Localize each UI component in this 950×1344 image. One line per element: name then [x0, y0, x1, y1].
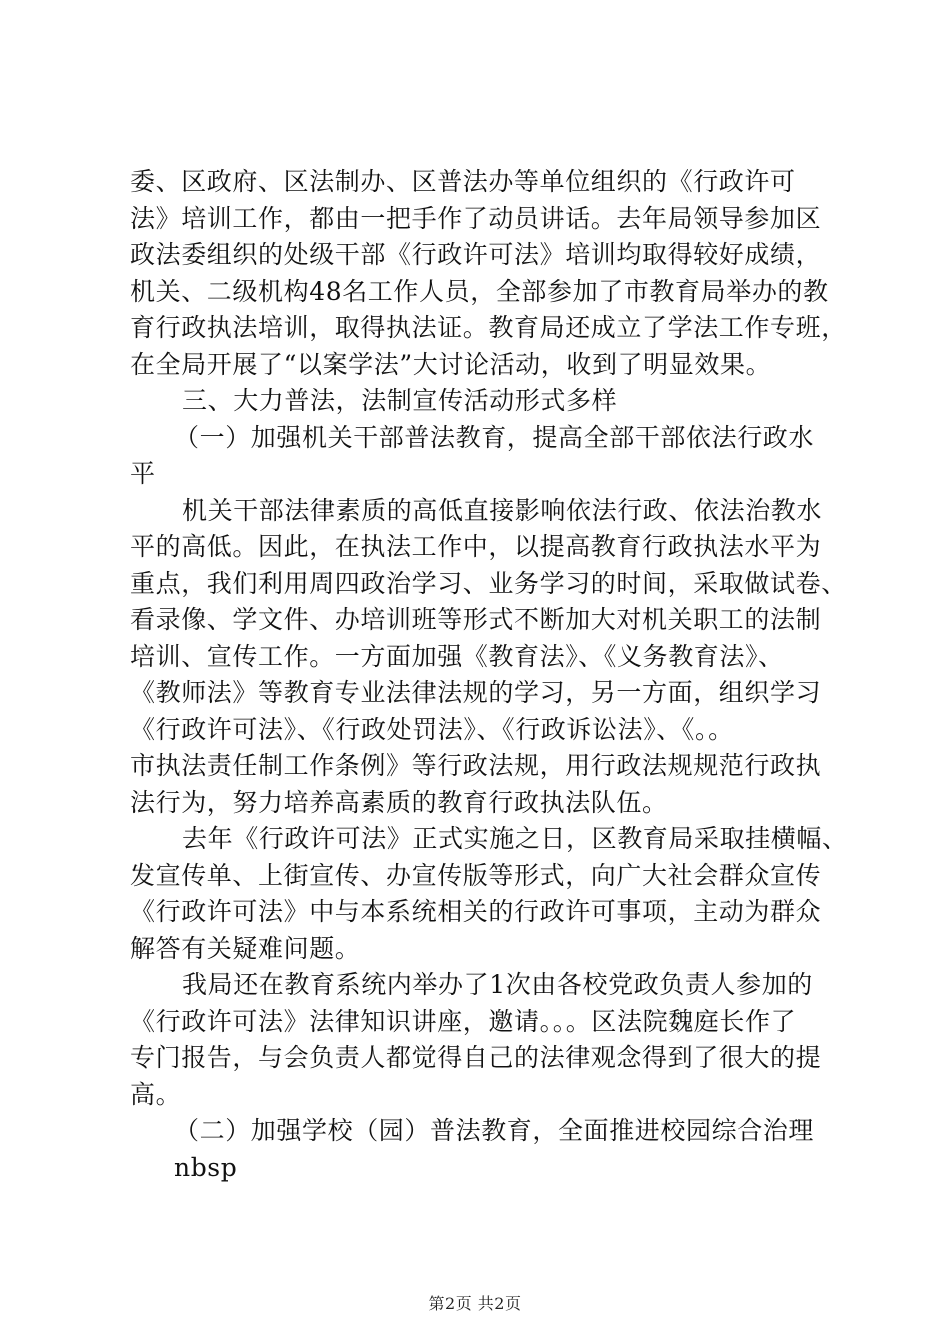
- text-line: 培训、宣传工作。一方面加强《教育法》、《义务教育法》、: [130, 641, 784, 671]
- text-line: 法》培训工作，都由一把手作了动员讲话。去年局领导参加区: [130, 203, 822, 233]
- text-line: 在全局开展了“以案学法”大讨论活动，收到了明显效果。: [130, 349, 772, 379]
- section-heading: 三、大力普法，法制宣传活动形式多样: [182, 386, 618, 415]
- paragraph-start: 我局还在教育系统内举办了1次由各校党政负责人参加的: [182, 970, 813, 999]
- text-line: 平的高低。因此，在执法工作中，以提高教育行政执法水平为: [130, 532, 822, 561]
- text-line: 《行政许可法》、《行政处罚法》、《行政诉讼法》、《。。: [130, 714, 734, 744]
- subsection-heading: （一）加强机关干部普法教育，提高全部干部依法行政水: [174, 422, 815, 452]
- text-line: 看录像、学文件、办培训班等形式不断加大对机关职工的法制: [130, 605, 822, 634]
- text-line: 市执法责任制工作条例》等行政法规，用行政法规规范行政执: [130, 751, 822, 780]
- page-number-footer: 第2页 共2页: [428, 1294, 522, 1313]
- text-line: 《行政许可法》法律知识讲座，邀请。。。区法院魏庭长作了: [130, 1006, 797, 1036]
- text-line: 专门报告，与会负责人都觉得自己的法律观念得到了很大的提: [130, 1043, 822, 1072]
- text-line: 解答有关疑难问题。: [130, 933, 361, 963]
- text-line: 高。: [130, 1079, 182, 1109]
- text-line: 法行为，努力培养高素质的教育行政执法队伍。: [130, 787, 668, 817]
- paragraph-start: 去年《行政许可法》正式实施之日，区教育局采取挂横幅、: [182, 824, 848, 853]
- paragraph-start: 机关干部法律素质的高低直接影响依法行政、依法治教水: [182, 495, 823, 525]
- stray-text: nbsp: [174, 1152, 238, 1182]
- text-line: 平: [130, 459, 156, 488]
- document-body: [130, 164, 848, 1186]
- text-line: 委、区政府、区法制办、区普法办等单位组织的《行政许可: [130, 167, 796, 196]
- text-line: 政法委组织的处级干部《行政许可法》培训均取得较好成绩，: [130, 240, 822, 269]
- text-line: 《行政许可法》中与本系统相关的行政许可事项，主动为群众: [130, 897, 822, 926]
- text-line: 《教师法》等教育专业法律法规的学习，另一方面，组织学习: [130, 678, 822, 707]
- text-line: 发宣传单、上街宣传、办宣传版等形式，向广大社会群众宣传: [130, 860, 822, 890]
- text-line: 机关、二级机构48名工作人员，全部参加了市教育局举办的教: [130, 276, 829, 306]
- subsection-heading: （二）加强学校（园）普法教育，全面推进校园综合治理: [174, 1116, 815, 1145]
- text-line: 育行政执法培训，取得执法证。教育局还成立了学法工作专班，: [130, 313, 847, 342]
- text-line: 重点，我们利用周四政治学习、业务学习的时间，采取做试卷、: [130, 568, 847, 598]
